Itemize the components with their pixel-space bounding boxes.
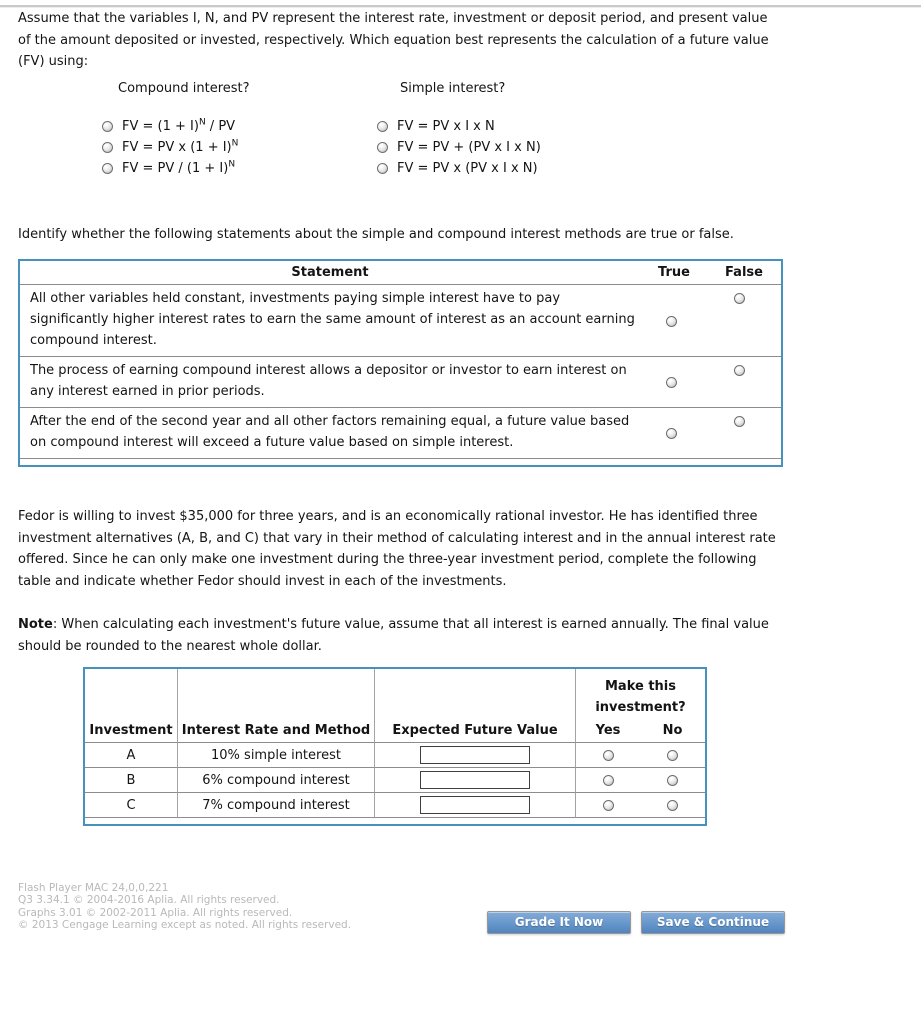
investment-c-fv-cell	[375, 793, 576, 818]
investment-a-method: 10% simple interest	[178, 743, 375, 768]
investment-b-method: 6% compound interest	[178, 768, 375, 793]
statement-1-false-radio[interactable]	[734, 293, 745, 304]
investment-c-future-value-input[interactable]	[420, 796, 530, 814]
statements-table-header	[20, 261, 781, 284]
investment-b-label: B	[85, 768, 178, 793]
statement-3-true-radio[interactable]	[666, 428, 677, 439]
statement-column-header: Statement	[291, 265, 369, 280]
compound-option-2-label: FV = PV x $(1 + I)^N$	[122, 138, 239, 155]
compound-option-2	[102, 137, 238, 158]
investment-c-method: 7% compound interest	[178, 793, 375, 818]
footer-line-3: Graphs 3.01 © 2002-2011 Aplia. All rights reserved.	[18, 906, 293, 919]
investment-a-fv-cell	[375, 743, 576, 768]
simple-option-3	[377, 158, 541, 179]
investment-b-fv-cell	[375, 768, 576, 793]
investment-c-no-radio[interactable]	[667, 800, 678, 811]
compound-option-3-radio[interactable]	[102, 163, 113, 174]
simple-options-group	[377, 116, 541, 179]
footer-copyright	[18, 882, 351, 932]
grade-it-now-button[interactable]: Grade It Now	[487, 911, 631, 934]
compound-option-1-radio[interactable]	[102, 121, 113, 132]
method-column-header: Interest Rate and Method	[178, 719, 375, 743]
footer-line-4: © 2013 Cengage Learning except as noted. All rights reserved.	[18, 919, 352, 932]
simple-option-2-radio[interactable]	[377, 142, 388, 153]
compound-option-2-radio[interactable]	[102, 142, 113, 153]
compound-option-1	[102, 116, 238, 137]
statement-3-text: After the end of the second year and all other factors remaining equal, a future value based on compound interest will exceed a future value based on simple interest.	[30, 414, 630, 450]
note-text: : When calculating each investment's future value, assume that all interest is earned annually. The final value should be rounded to the nearest whole dollar.	[18, 617, 769, 654]
investment-table-blank-cell	[85, 669, 178, 719]
simple-option-2-label: FV = PV + (PV x I x N)	[397, 140, 541, 155]
statement-2-true-radio[interactable]	[666, 377, 677, 388]
compound-interest-header: Compound interest?	[118, 81, 250, 96]
simple-option-3-radio[interactable]	[377, 163, 388, 174]
investment-b-no-radio[interactable]	[667, 775, 678, 786]
true-column-header: True	[658, 265, 690, 280]
compound-option-3	[102, 158, 238, 179]
investment-table-blank-cell	[178, 669, 375, 719]
simple-option-1-label: FV = PV x I x N	[397, 119, 495, 134]
statements-table	[18, 259, 783, 467]
investment-a-future-value-input[interactable]	[420, 746, 530, 764]
investment-b-future-value-input[interactable]	[420, 771, 530, 789]
statement-1-true-radio[interactable]	[666, 316, 677, 327]
question-intro-paragraph: Assume that the variables I, N, and PV represent the interest rate, investment or deposit period, and present value of the amount deposited or invested, respectively. Which equation best represents the calculation of a future value (FV) using:	[18, 11, 769, 69]
note-label: Note	[18, 617, 53, 632]
statement-2-text: The process of earning compound interest allows a depositor or investor to earn interest on any interest earned in prior periods.	[30, 363, 627, 399]
statement-3-false-radio[interactable]	[734, 416, 745, 427]
investment-table	[83, 667, 707, 826]
investment-b-yes-radio[interactable]	[603, 775, 614, 786]
investment-a-yes-radio[interactable]	[603, 750, 614, 761]
yes-column-header: Yes	[576, 719, 640, 743]
future-value-column-header: Expected Future Value	[375, 719, 576, 743]
simple-interest-header: Simple interest?	[400, 81, 506, 96]
investment-a-no-radio[interactable]	[667, 750, 678, 761]
investment-a-label: A	[85, 743, 178, 768]
statement-1-text: All other variables held constant, investments paying simple interest have to pay significantly higher interest rates to earn the same amount of interest as an account earning compound interest.	[30, 291, 635, 348]
investment-column-header: Investment	[85, 719, 178, 743]
simple-option-3-label: FV = PV x (PV x I x N)	[397, 161, 538, 176]
statement-2-false-radio[interactable]	[734, 365, 745, 376]
statements-instruction: Identify whether the following statements about the simple and compound interest methods are true or false.	[18, 227, 734, 242]
compound-options-group	[102, 116, 238, 179]
make-investment-header: Make this investment?	[595, 679, 686, 715]
save-and-continue-button[interactable]: Save & Continue	[641, 911, 785, 934]
footer-line-1: Flash Player MAC 24,0,0,221	[18, 882, 169, 894]
simple-option-1-radio[interactable]	[377, 121, 388, 132]
note-paragraph	[18, 614, 780, 657]
compound-option-1-label: FV = $(1 + I)^N$ / PV	[122, 117, 236, 134]
compound-option-3-label: FV = PV / $(1 + I)^N$	[122, 159, 236, 176]
statement-row-1	[20, 284, 781, 356]
footer-line-2: Q3 3.34.1 © 2004-2016 Aplia. All rights reserved.	[18, 894, 280, 907]
investment-c-yes-radio[interactable]	[603, 800, 614, 811]
investment-table-bottom-spacer	[85, 818, 705, 824]
statement-row-3	[20, 407, 781, 458]
fedor-paragraph: Fedor is willing to invest $35,000 for three years, and is an economically rational investor. He has identified three investment alternatives (A, B, and C) that vary in their method of calculating interest and in the annual interest rate offered. Since he can only make one investment during the three-year investment period, complete the following table and indicate whether Fedor should invest in each of the investments.	[18, 509, 776, 589]
investment-c-label: C	[85, 793, 178, 818]
simple-option-1	[377, 116, 541, 137]
no-column-header: No	[640, 719, 705, 743]
statement-row-2	[20, 356, 781, 407]
investment-table-blank-cell	[375, 669, 576, 719]
simple-option-2	[377, 137, 541, 158]
statements-table-bottom-spacer	[20, 458, 781, 465]
false-column-header: False	[725, 265, 763, 280]
